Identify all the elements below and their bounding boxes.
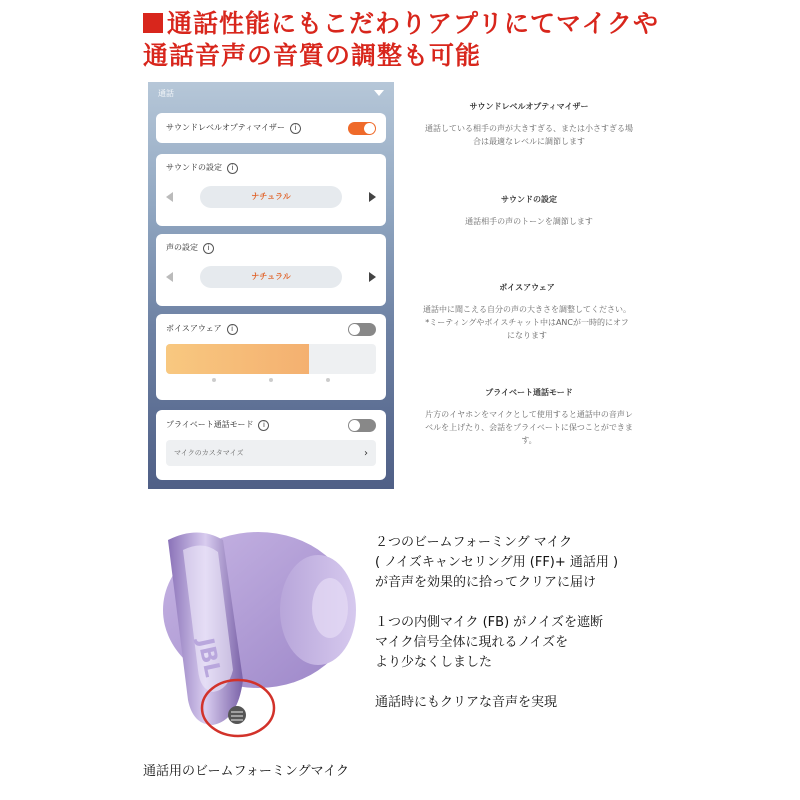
desc-line: す。 — [521, 436, 537, 445]
next-arrow-icon[interactable] — [369, 272, 376, 282]
desc-line: 通話相手の声のトーンを調節します — [465, 217, 593, 226]
section-title: 通話 — [158, 88, 174, 98]
private-call-toggle[interactable] — [348, 419, 376, 432]
desc-line: になります — [507, 331, 547, 340]
desc-title: サウンドの設定 — [501, 195, 557, 204]
earbud-image — [138, 520, 373, 745]
desc-private-call — [398, 386, 660, 447]
desc-voice-aware — [396, 281, 658, 342]
voice-aware-level — [166, 344, 309, 374]
desc-title: ボイスアウェア — [499, 283, 555, 292]
desc-title: プライベート通話モード — [485, 388, 573, 397]
private-call-label: プライベート通話モード — [166, 420, 254, 429]
info-icon[interactable]: i — [258, 420, 269, 431]
feature-line: １つの内側マイク (FB) がノイズを遮断 — [375, 615, 603, 630]
desc-line: ベルを上げたり、会話をプライベートに保つことができま — [425, 423, 633, 432]
desc-sound-setting — [398, 193, 660, 228]
desc-sound-optimizer — [398, 100, 660, 148]
voice-aware-toggle[interactable] — [348, 323, 376, 336]
sound-setting-label: サウンドの設定 — [166, 163, 222, 172]
headline-line2: 通話音声の音質の調整も可能 — [143, 41, 482, 70]
headline — [143, 8, 763, 72]
mic-customize-label: マイクのカスタマイズ — [174, 449, 244, 457]
desc-line: 合は最適なレベルに調節します — [473, 137, 585, 146]
sound-optimizer-label: サウンドレベルオプティマイザー — [166, 123, 285, 132]
prev-arrow-icon[interactable] — [166, 192, 173, 202]
info-icon[interactable]: i — [290, 123, 301, 134]
earbud-caption: 通話用のビームフォーミングマイク — [143, 764, 350, 779]
slider-dots — [186, 378, 356, 382]
section-header[interactable] — [148, 82, 394, 104]
feature-line: マイク信号全体に現れるノイズを — [375, 635, 569, 650]
sound-optimizer-toggle[interactable] — [348, 122, 376, 135]
private-call-card — [156, 410, 386, 480]
feature-line: より少なくしました — [375, 655, 493, 670]
jbl-logo: JBL — [192, 636, 225, 680]
desc-line: 通話中に聞こえる自分の声の大きさを調整してください。 — [423, 305, 631, 314]
feature-line: ２つのビームフォーミング マイク — [375, 535, 573, 550]
desc-line: 片方のイヤホンをマイクとして使用すると通話中の音声レ — [425, 410, 633, 419]
voice-aware-slider[interactable] — [166, 344, 376, 374]
info-icon[interactable]: i — [227, 324, 238, 335]
voice-setting-card — [156, 234, 386, 306]
voice-setting-value[interactable]: ナチュラル — [200, 266, 342, 288]
mic-customize-button[interactable] — [166, 440, 376, 466]
info-icon[interactable]: i — [227, 163, 238, 174]
feature-line: ( ノイズキャンセリング用 (FF)+ 通話用 ) — [375, 555, 619, 570]
desc-line: *ミーティングやボイスチャット中はANCが一時的にオフ — [425, 318, 629, 327]
prev-arrow-icon[interactable] — [166, 272, 173, 282]
voice-setting-label: 声の設定 — [166, 243, 198, 252]
chevron-right-icon: › — [364, 447, 368, 459]
sound-optimizer-card — [156, 113, 386, 143]
voice-aware-label: ボイスアウェア — [166, 324, 222, 333]
feature-text — [375, 533, 675, 733]
next-arrow-icon[interactable] — [369, 192, 376, 202]
info-icon[interactable]: i — [203, 243, 214, 254]
voice-aware-card — [156, 314, 386, 400]
sound-setting-card — [156, 154, 386, 226]
headline-line1: 通話性能にもこだわりアプリにてマイクや — [167, 9, 660, 38]
sound-setting-value[interactable]: ナチュラル — [200, 186, 342, 208]
feature-line: 通話時にもクリアな音声を実現 — [375, 695, 558, 710]
desc-title: サウンドレベルオプティマイザー — [469, 102, 589, 111]
collapse-arrow-icon[interactable] — [374, 90, 384, 96]
feature-line: が音声を効果的に拾ってクリアに届け — [375, 575, 597, 590]
desc-line: 通話している相手の声が大きすぎる、または小さすぎる場 — [425, 124, 633, 133]
app-screenshot — [148, 82, 394, 489]
red-square-icon — [143, 13, 163, 33]
